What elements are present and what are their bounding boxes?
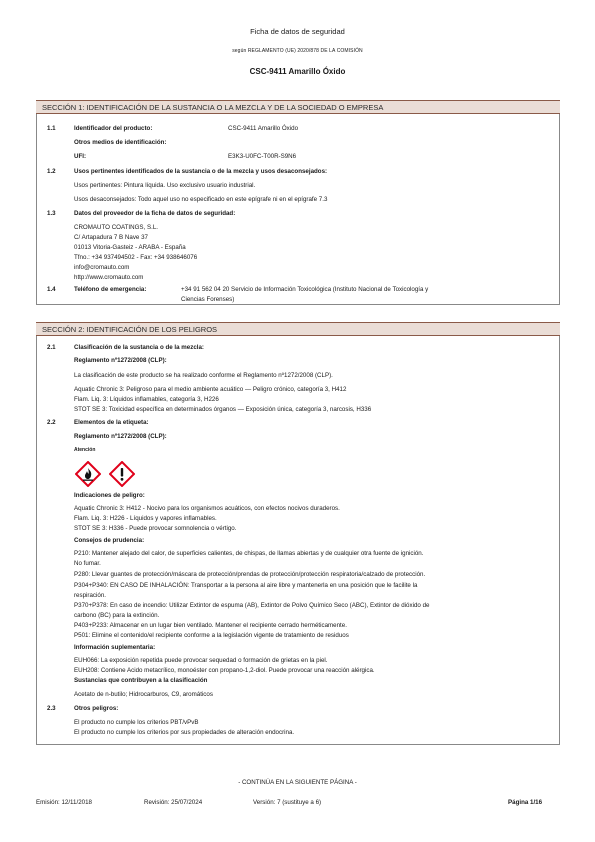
fecha-emision: Emisión: 12/11/2018: [36, 799, 92, 806]
hazard-class-2: Flam. Liq. 3: Líquidos inflamables, categoría 3, H226: [74, 396, 219, 403]
precaution-p403: P403+P233: Almacenar en un lugar bien ventilado. Mantener el recipiente cerrado herméticamente.: [74, 622, 347, 629]
num-2-1: 2.1: [47, 344, 56, 351]
product-title: CSC-9411 Amarillo Óxido: [249, 67, 346, 76]
num-1-3: 1.3: [47, 210, 56, 217]
precaution-p280: P280: Llevar guantes de protección/máscara de protección/prendas de protección/protección respiratoria/calzado de protección.: [74, 571, 426, 578]
signal-word: Atención: [74, 447, 96, 453]
emergencia-label: Teléfono de emergencia:: [74, 286, 147, 293]
otros-peligros-pbt: El producto no cumple los criterios PBT/vPvB: [74, 719, 199, 726]
version: Versión: 7 (sustituye a 6): [253, 799, 322, 806]
page-number: Página 1/16: [508, 799, 543, 806]
num-1-1: 1.1: [47, 125, 56, 132]
reglamento-heading-2: Reglamento nº1272/2008 (CLP):: [74, 433, 167, 440]
section-2-title: SECCIÓN 2: IDENTIFICACIÓN DE LOS PELIGROS: [36, 322, 560, 336]
identificador-label: Identificador del producto:: [74, 125, 153, 132]
hazard-statement-1: Aquatic Chronic 3: H412 - Nocivo para los organismos acuáticos, con efectos nocivos duraderos.: [74, 505, 340, 512]
usos-title: Usos pertinentes identificados de la sustancia o de la mezcla y usos desaconsejados:: [74, 168, 328, 175]
otros-medios-label: Otros medios de identificación:: [74, 139, 167, 146]
regulation-reference: según REGLAMENTO (UE) 2020/878 DE LA COMISIÓN: [232, 48, 363, 54]
flame-icon: [75, 461, 101, 487]
precaution-p210-line2: No fumar.: [74, 560, 101, 567]
exclamation-mark-icon: [109, 461, 135, 487]
euh208: EUH208: Contiene Acido metacrílico, monoéster con propano-1,2-diol. Puede provocar una reacción alérgica.: [74, 667, 375, 674]
clasificacion-title: Clasificación de la sustancia o de la mezcla:: [74, 344, 204, 351]
continua-notice: - CONTINÚA EN LA SIGUIENTE PÁGINA -: [238, 779, 357, 786]
identificador-value: CSC-9411 Amarillo Óxido: [228, 125, 299, 132]
consejos-title: Consejos de prudencia:: [74, 537, 145, 544]
euh066: EUH066: La exposición repetida puede provocar sequedad o formación de grietas en la piel.: [74, 657, 328, 664]
otros-peligros-title: Otros peligros:: [74, 705, 119, 712]
precaution-p304-line1: P304+P340: EN CASO DE INHALACIÓN: Transportar a la persona al aire libre y mantenerla en una posición que le facilite la: [74, 582, 418, 589]
precaution-p210-line1: P210: Mantener alejado del calor, de superficies calientes, de chispas, de llamas abiertas y de cualquier otra fuente de ignición.: [74, 550, 424, 557]
proveedor-title: Datos del proveedor de la ficha de datos de seguridad:: [74, 210, 236, 217]
ufi-value: E3K3-U0FC-T00R-S9N6: [228, 153, 297, 160]
ufi-label: UFI:: [74, 153, 87, 160]
num-1-4: 1.4: [47, 286, 56, 293]
sustancias-title: Sustancias que contribuyen a la clasificación: [74, 677, 208, 684]
suplementaria-title: Información suplementaria:: [74, 644, 156, 651]
emergencia-value-line1: +34 91 562 04 20 Servicio de Información Toxicológica (Instituto Nacional de Toxicología y: [181, 286, 429, 293]
usos-desaconsejados: Usos desaconsejados: Todo aquel uso no especificado en este epígrafe ni en el epígrafe 7.3: [74, 196, 328, 203]
proveedor-address: C/ Artapadura 7 B Nave 37: [74, 234, 148, 241]
otros-peligros-endocrina: El producto no cumple los criterios por sus propiedades de alteración endocrina.: [74, 729, 295, 736]
fecha-revision: Revisión: 25/07/2024: [144, 799, 203, 806]
emergencia-value-line2: Ciencias Forenses): [181, 296, 235, 303]
proveedor-city: 01013 Vitoria-Gasteiz - ARABA - España: [74, 244, 186, 251]
document-type: Ficha de datos de seguridad: [250, 27, 345, 36]
clasificacion-text: La clasificación de este producto se ha realizado conforme el Reglamento nº1272/2008 (CLP).: [74, 372, 333, 379]
num-1-2: 1.2: [47, 168, 56, 175]
num-2-2: 2.2: [47, 419, 56, 426]
indicaciones-title: Indicaciones de peligro:: [74, 492, 145, 499]
sustancias-value: Acetato de n-butilo; Hidrocarburos, C9, aromáticos: [74, 691, 213, 698]
proveedor-phone: Tfno.: +34 937494502 - Fax: +34 938646076: [74, 254, 198, 261]
precaution-p501: P501: Elimine el contenido/el recipiente conforme a la legislación vigente de tratamiento de residuos: [74, 632, 349, 639]
hazard-statement-2: Flam. Liq. 3: H226 - Líquidos y vapores inflamables.: [74, 515, 217, 522]
hazard-statement-3: STOT SE 3: H336 - Puede provocar somnolencia o vértigo.: [74, 525, 237, 532]
reglamento-heading-1: Reglamento nº1272/2008 (CLP):: [74, 357, 167, 364]
proveedor-name: CROMAUTO COATINGS, S.L.: [74, 224, 158, 231]
precaution-p370-line1: P370+P378: En caso de incendio: Utilizar Extintor de espuma (AB), Extintor de Polvo Químico Seco (ABC), Extintor de dióxido de: [74, 602, 430, 609]
hazard-class-3: STOT SE 3: Toxicidad específica en determinados órganos — Exposición única, categoría 3, narcosis, H336: [74, 406, 372, 413]
precaution-p370-line2: carbono (BC) para la extinción.: [74, 612, 160, 619]
usos-pertinentes: Usos pertinentes: Pintura líquida. Uso exclusivo usuario industrial.: [74, 182, 256, 189]
proveedor-email: info@cromauto.com: [74, 264, 130, 271]
num-2-3: 2.3: [47, 705, 56, 712]
section-1-title: SECCIÓN 1: IDENTIFICACIÓN DE LA SUSTANCIA O LA MEZCLA Y DE LA SOCIEDAD O EMPRESA: [36, 100, 560, 114]
precaution-p304-line2: respiración.: [74, 592, 106, 599]
hazard-class-1: Aquatic Chronic 3: Peligroso para el medio ambiente acuático — Peligro crónico, categoría 3, H412: [74, 386, 347, 393]
elementos-title: Elementos de la etiqueta:: [74, 419, 149, 426]
proveedor-web: http://www.cromauto.com: [74, 274, 144, 281]
